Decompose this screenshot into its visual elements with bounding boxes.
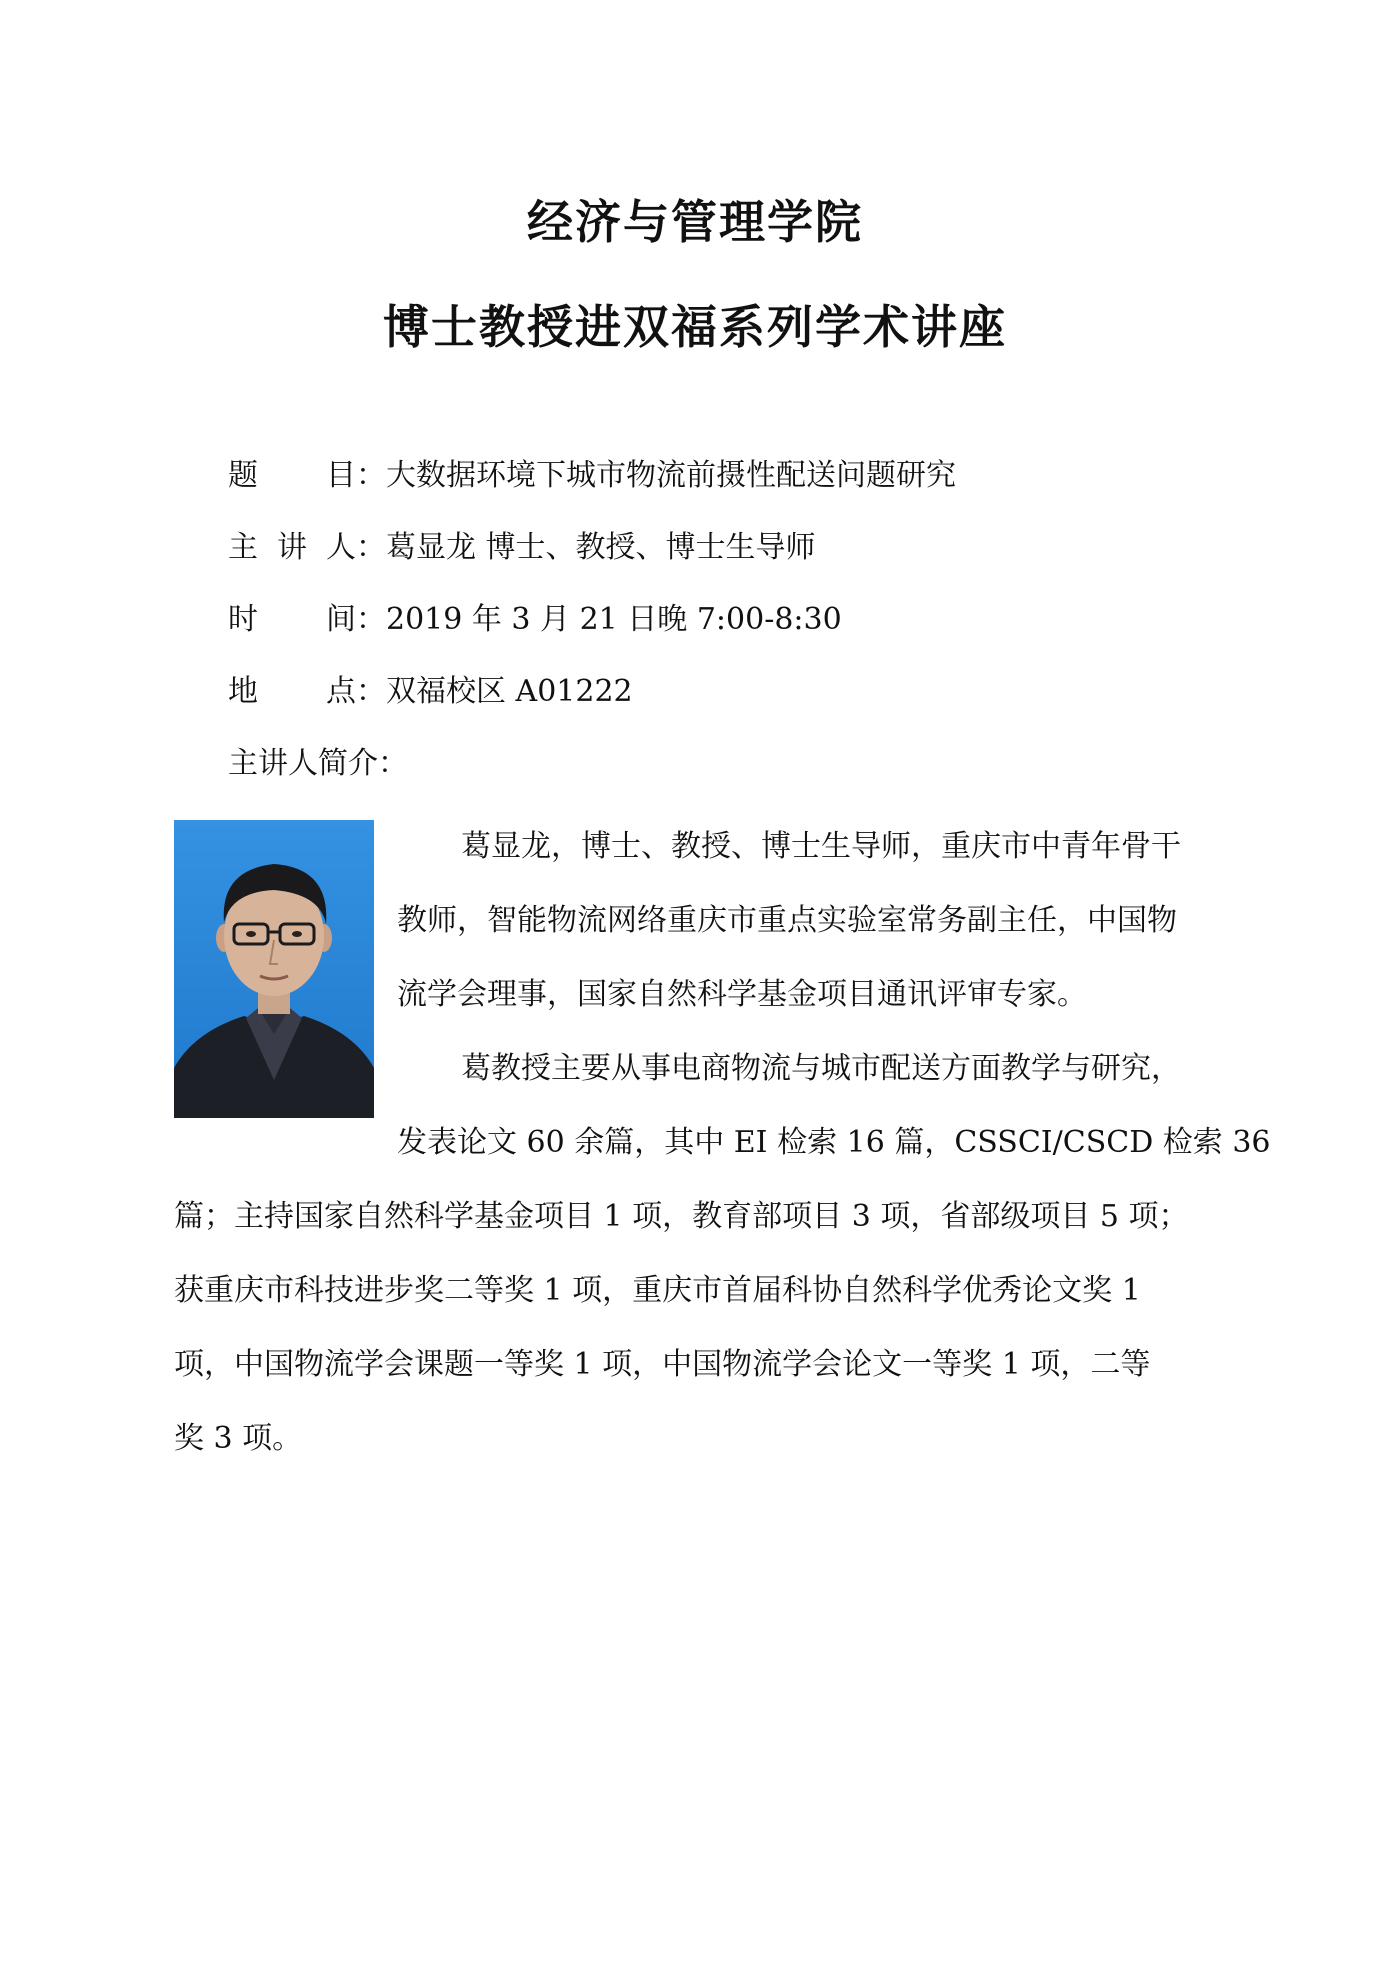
place-separator: ： xyxy=(356,674,386,709)
speaker-label: 主讲人 xyxy=(228,530,356,565)
topic-separator: ： xyxy=(356,458,386,493)
page-title: 经济与管理学院 xyxy=(527,195,863,249)
bio-line: 葛教授主要从事电商物流与城市配送方面教学与研究， xyxy=(461,1051,1181,1086)
topic-value: 大数据环境下城市物流前摄性配送问题研究 xyxy=(386,458,956,493)
bio-line: 篇；主持国家自然科学基金项目 1 项，教育部项目 3 项，省部级项目 5 项； xyxy=(174,1199,1189,1234)
bio-line: 奖 3 项。 xyxy=(174,1421,303,1456)
speaker-photo xyxy=(174,820,374,1118)
bio-line: 获重庆市科技进步奖二等奖 1 项，重庆市首届科协自然科学优秀论文奖 1 xyxy=(174,1273,1141,1308)
topic-row xyxy=(228,454,956,498)
time-value: 2019 年 3 月 21 日晚 7:00-8:30 xyxy=(386,602,842,637)
place-value: 双福校区 A01222 xyxy=(386,674,633,709)
place-row xyxy=(228,670,633,714)
portrait-image xyxy=(174,820,374,1118)
bio-line: 项，中国物流学会课题一等奖 1 项，中国物流学会论文一等奖 1 项，二等 xyxy=(174,1347,1151,1382)
time-label: 时 间 xyxy=(228,602,356,637)
time-separator: ： xyxy=(356,602,386,637)
place-label: 地 点 xyxy=(228,674,356,709)
page-subtitle: 博士教授进双福系列学术讲座 xyxy=(383,300,1007,354)
bio-line: 教师，智能物流网络重庆市重点实验室常务副主任，中国物 xyxy=(397,903,1177,938)
bio-line: 葛显龙，博士、教授、博士生导师，重庆市中青年骨干 xyxy=(461,829,1181,864)
bio-line: 发表论文 60 余篇，其中 EI 检索 16 篇，CSSCI/CSCD 检索 36 xyxy=(397,1125,1271,1160)
speaker-separator: ： xyxy=(356,530,386,565)
bio-line: 流学会理事，国家自然科学基金项目通讯评审专家。 xyxy=(397,977,1087,1012)
speaker-value: 葛显龙 博士、教授、博士生导师 xyxy=(386,530,816,565)
speaker-row xyxy=(228,526,816,570)
intro-heading: 主讲人简介： xyxy=(228,746,408,781)
time-row xyxy=(228,598,842,642)
topic-label: 题 目 xyxy=(228,458,356,493)
